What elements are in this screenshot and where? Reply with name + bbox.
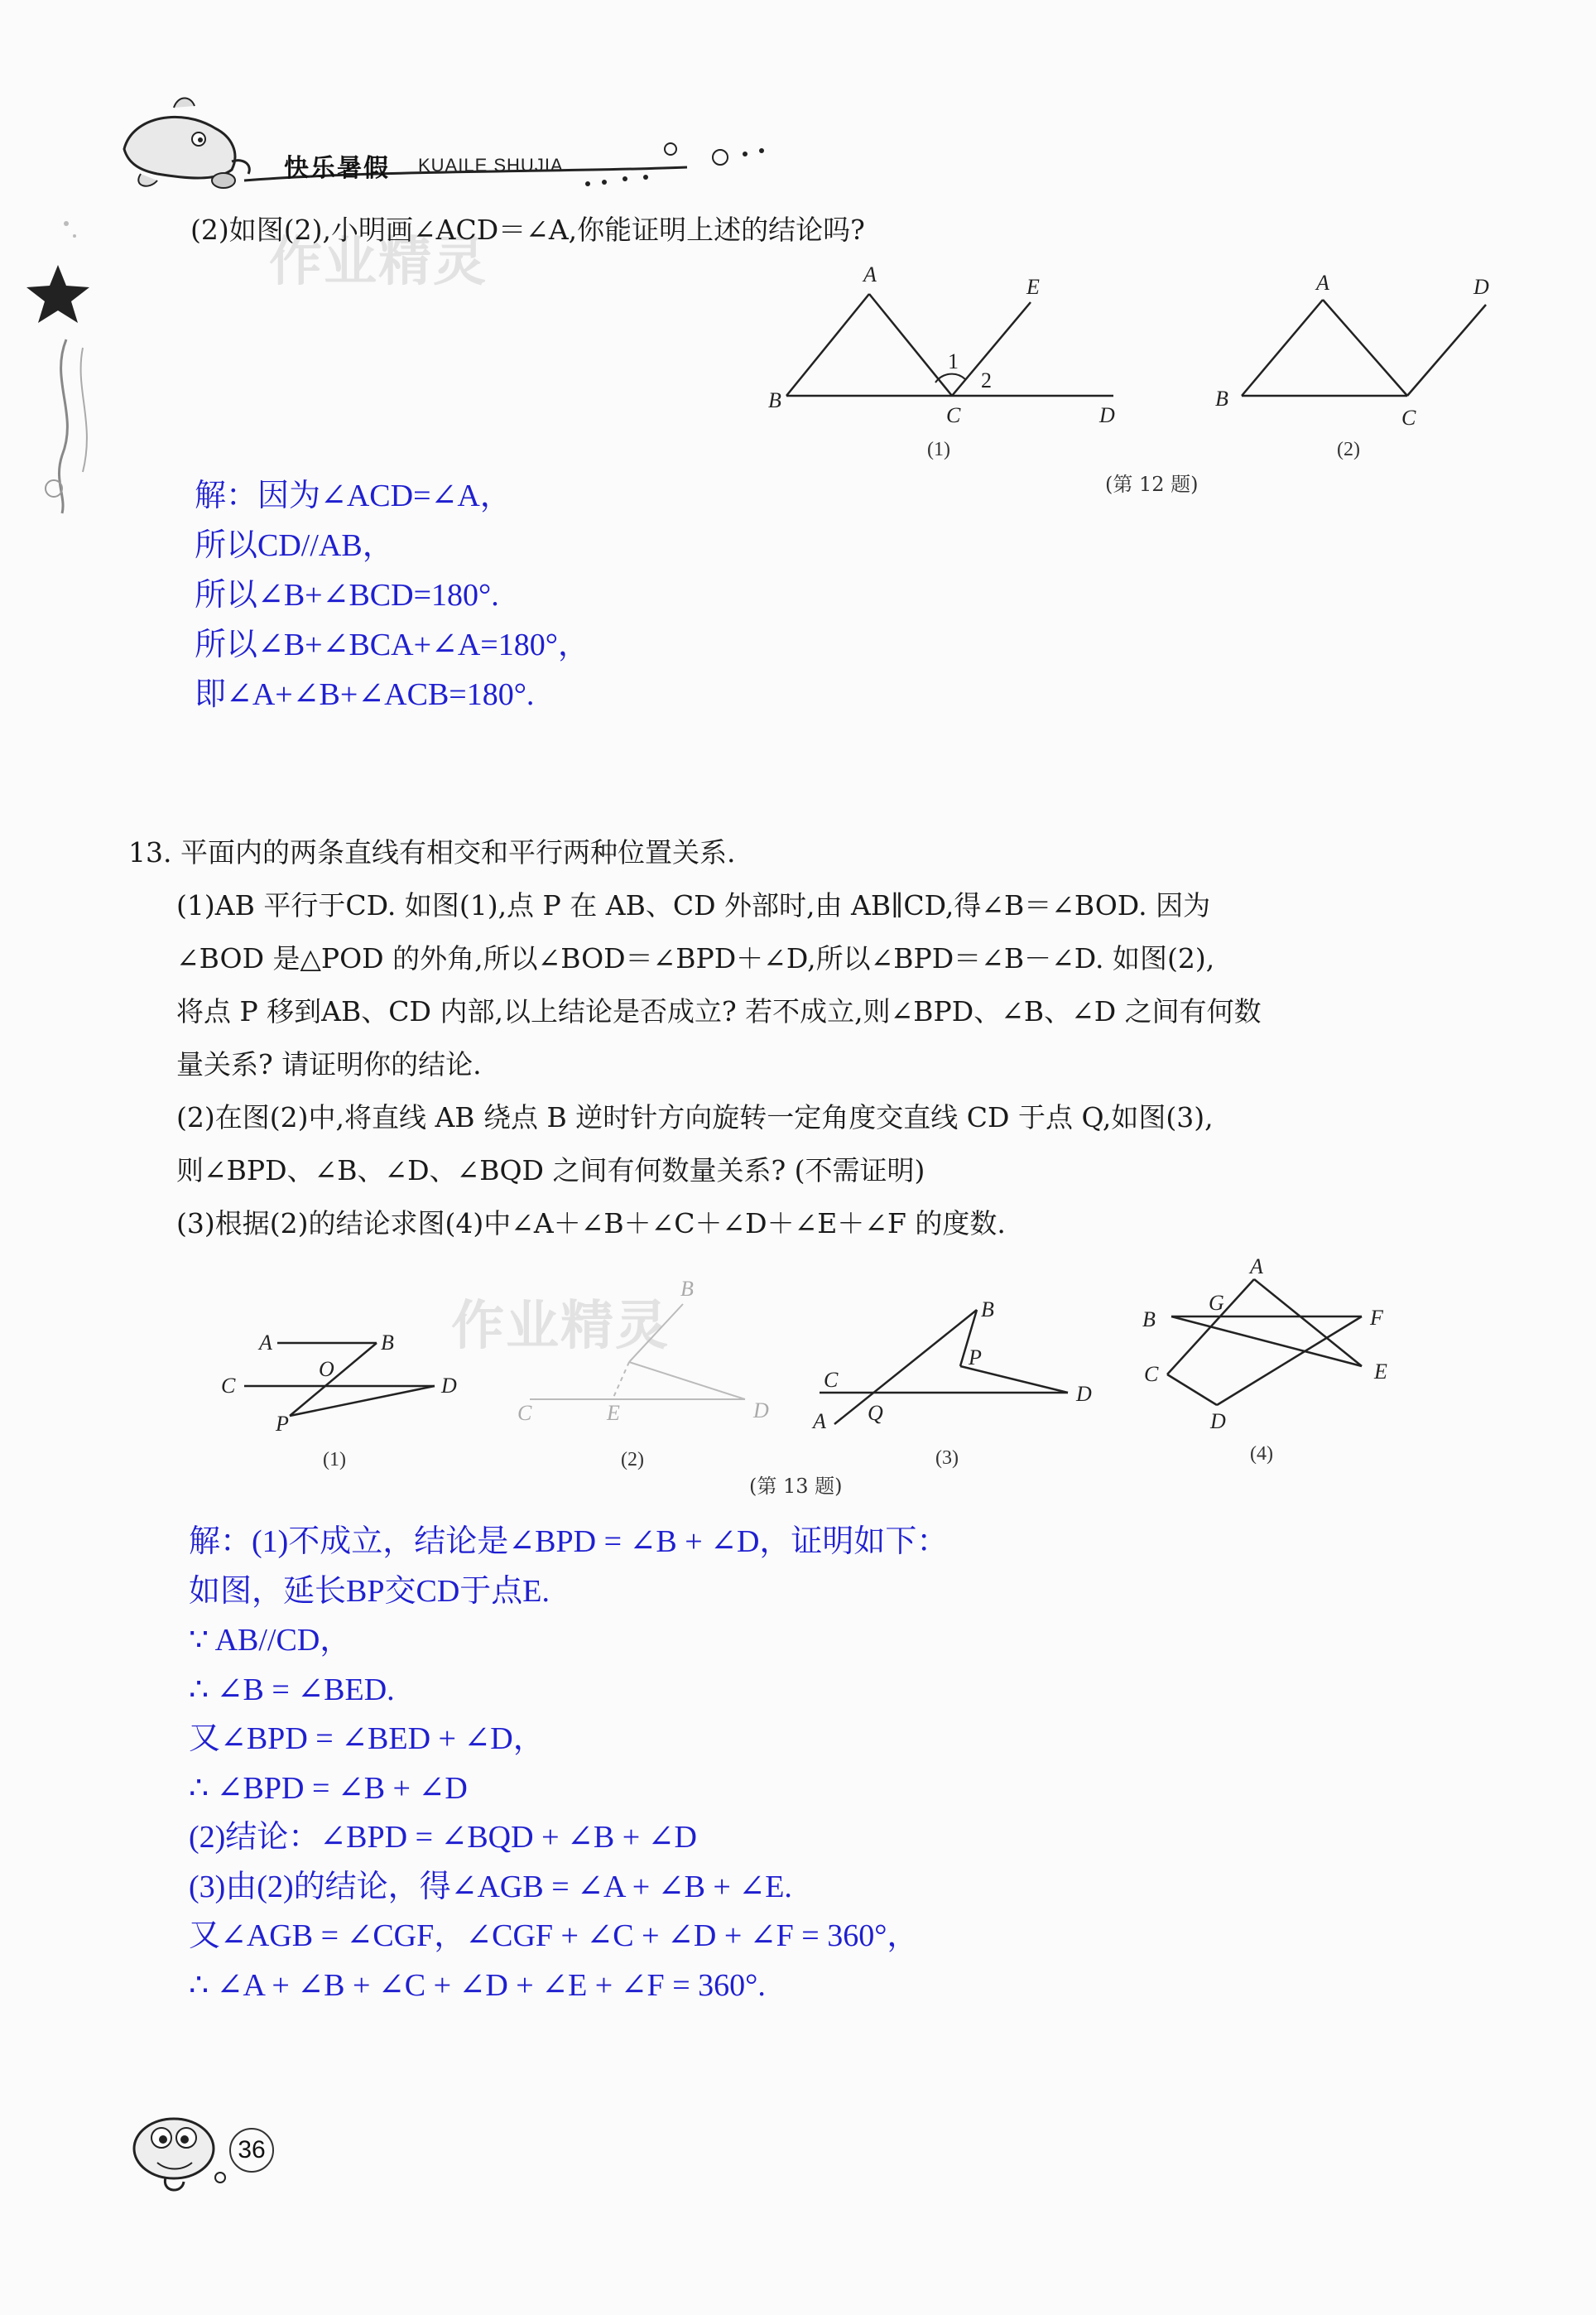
q13-f3-label-q: Q	[868, 1401, 883, 1425]
q13-answer-line: (2)结论：∠BPD = ∠BQD + ∠B + ∠D	[189, 1820, 697, 1855]
q12-caption: (第 12 题)	[1105, 473, 1199, 496]
q12-answer-line: 所以∠B+∠BCA+∠A=180°，	[195, 628, 589, 662]
q12-f1-label-e: E	[1026, 275, 1040, 299]
q13-f3-number: (3)	[935, 1447, 959, 1469]
q12-f2-label-a: A	[1316, 271, 1329, 295]
brand-title-cn: 快乐暑假	[284, 154, 390, 183]
q13-answer-line: 如图，延长BP交CD于点E.	[189, 1573, 550, 1609]
q13-caption: (第 13 题)	[749, 1475, 843, 1498]
q13-f4-label-f: F	[1370, 1306, 1383, 1330]
q13-prompt	[128, 836, 1262, 1260]
q13-f3-label-a: A	[813, 1409, 826, 1433]
q13-f4-label-b: B	[1142, 1307, 1156, 1331]
q13-answer-line: 又∠BPD = ∠BED + ∠D，	[189, 1721, 545, 1756]
q12-f2-label-b: B	[1215, 387, 1228, 411]
q13-f2-label-d: D	[753, 1398, 769, 1422]
q13-f1-label-o: O	[319, 1357, 334, 1381]
q12-answer-line: 所以CD//AB，	[195, 528, 394, 563]
q13-f1-label-d: D	[441, 1374, 457, 1398]
q13-f2-number: (2)	[621, 1449, 644, 1470]
q13-line: 则∠BPD、∠B、∠D、∠BQD 之间有何数量关系? (不需证明)	[176, 1154, 925, 1186]
q12-figure-2	[1200, 257, 1515, 472]
q12-f2-label-d: D	[1473, 275, 1489, 299]
q13-f1-number: (1)	[323, 1449, 346, 1470]
q13-f2-label-c: C	[517, 1401, 532, 1425]
q13-f2-label-e: E	[607, 1401, 620, 1425]
watermark: 作业精灵	[269, 232, 488, 293]
q12-f2-label-c: C	[1401, 406, 1416, 430]
q13-answer-line: ∴ ∠A + ∠B + ∠C + ∠D + ∠E + ∠F = 360°.	[189, 1967, 766, 2003]
q13-figure-1	[211, 1308, 484, 1474]
q13-line: (1)AB 平行于CD. 如图(1),点 P 在 AB、CD 外部时,由 AB∥CD,得∠B＝∠BOD. 因为	[176, 889, 1211, 922]
q13-figure-3	[803, 1283, 1109, 1474]
q13-figure-2	[497, 1267, 778, 1474]
q12-f1-label-a: A	[863, 262, 877, 286]
q13-f4-label-e: E	[1374, 1360, 1387, 1384]
q13-answer-line: 又∠AGB = ∠CGF，∠CGF + ∠C + ∠D + ∠F = 360°，	[189, 1918, 919, 1953]
page-number: 36	[229, 2128, 274, 2173]
brand-title-en: KUAILE SHUJIA	[418, 155, 564, 176]
q13-f3-label-b: B	[981, 1297, 994, 1321]
q13-f4-label-g: G	[1209, 1291, 1224, 1315]
q12-f1-label-b: B	[768, 388, 781, 412]
q12-f1-number: (1)	[927, 439, 950, 460]
q12-prompt: (2)如图(2),小明画∠ACD＝∠A,你能证明上述的结论吗?	[190, 214, 865, 246]
q13-f4-label-d: D	[1210, 1409, 1226, 1433]
q13-f2-label-b: B	[680, 1277, 694, 1301]
q13-f1-label-a: A	[259, 1331, 272, 1355]
q12-f1-label-1: 1	[948, 349, 959, 373]
q13-answer-line: ∴ ∠B = ∠BED.	[189, 1672, 395, 1707]
q13-line: (3)根据(2)的结论求图(4)中∠A＋∠B＋∠C＋∠D＋∠E＋∠F 的度数.	[176, 1207, 1006, 1239]
q12-figure-1	[753, 257, 1134, 472]
q13-line: 13. 平面内的两条直线有相交和平行两种位置关系.	[128, 836, 736, 869]
q13-f1-label-b: B	[381, 1331, 394, 1355]
q12-f1-label-2: 2	[981, 368, 992, 392]
q13-f4-label-c: C	[1144, 1362, 1159, 1386]
q12-f1-label-c: C	[946, 403, 961, 427]
q13-line: ∠BOD 是△POD 的外角,所以∠BOD＝∠BPD＋∠D,所以∠BPD＝∠B－∠D. 如图(2),	[176, 942, 1215, 975]
q13-figure-4	[1134, 1250, 1416, 1474]
q12-answer	[195, 478, 589, 726]
mascot-dolphin-icon	[108, 91, 811, 199]
q13-answer-line: (3)由(2)的结论，得∠AGB = ∠A + ∠B + ∠E.	[189, 1869, 792, 1904]
q12-answer-line: 所以∠B+∠BCD=180°.	[195, 578, 499, 613]
footer-mascot-icon	[116, 2095, 232, 2202]
q13-f1-label-p: P	[276, 1412, 289, 1436]
q12-answer-line: 即∠A+∠B+∠ACB=180°.	[195, 677, 535, 712]
q12-f1-label-d: D	[1099, 403, 1115, 427]
seaweed-starfish-icon	[17, 207, 108, 522]
q13-answer-line: ∴ ∠BPD = ∠B + ∠D	[189, 1770, 468, 1806]
q12-f2-number: (2)	[1337, 439, 1360, 460]
q12-answer-line: 解：因为∠ACD=∠A，	[195, 479, 512, 513]
q13-line: (2)在图(2)中,将直线 AB 绕点 B 逆时针方向旋转一定角度交直线 CD 于点 Q,如图(3),	[176, 1101, 1214, 1133]
q13-f1-label-c: C	[221, 1374, 236, 1398]
q13-f3-label-d: D	[1076, 1382, 1092, 1406]
q13-answer-line: 解：(1)不成立，结论是∠BPD = ∠B + ∠D，证明如下：	[189, 1524, 949, 1559]
q13-answer-line: ∵ AB//CD，	[189, 1623, 352, 1658]
q13-answer	[189, 1523, 948, 2016]
q13-f3-label-p: P	[969, 1345, 982, 1369]
watermark: 作业精灵	[451, 1296, 670, 1357]
q13-f4-number: (4)	[1250, 1443, 1273, 1465]
q13-line: 量关系? 请证明你的结论.	[176, 1048, 482, 1080]
q13-line: 将点 P 移到AB、CD 内部,以上结论是否成立? 若不成立,则∠BPD、∠B、∠D 之间有何数	[176, 995, 1262, 1028]
q13-f3-label-c: C	[824, 1368, 839, 1392]
q13-f4-label-a: A	[1250, 1254, 1263, 1278]
